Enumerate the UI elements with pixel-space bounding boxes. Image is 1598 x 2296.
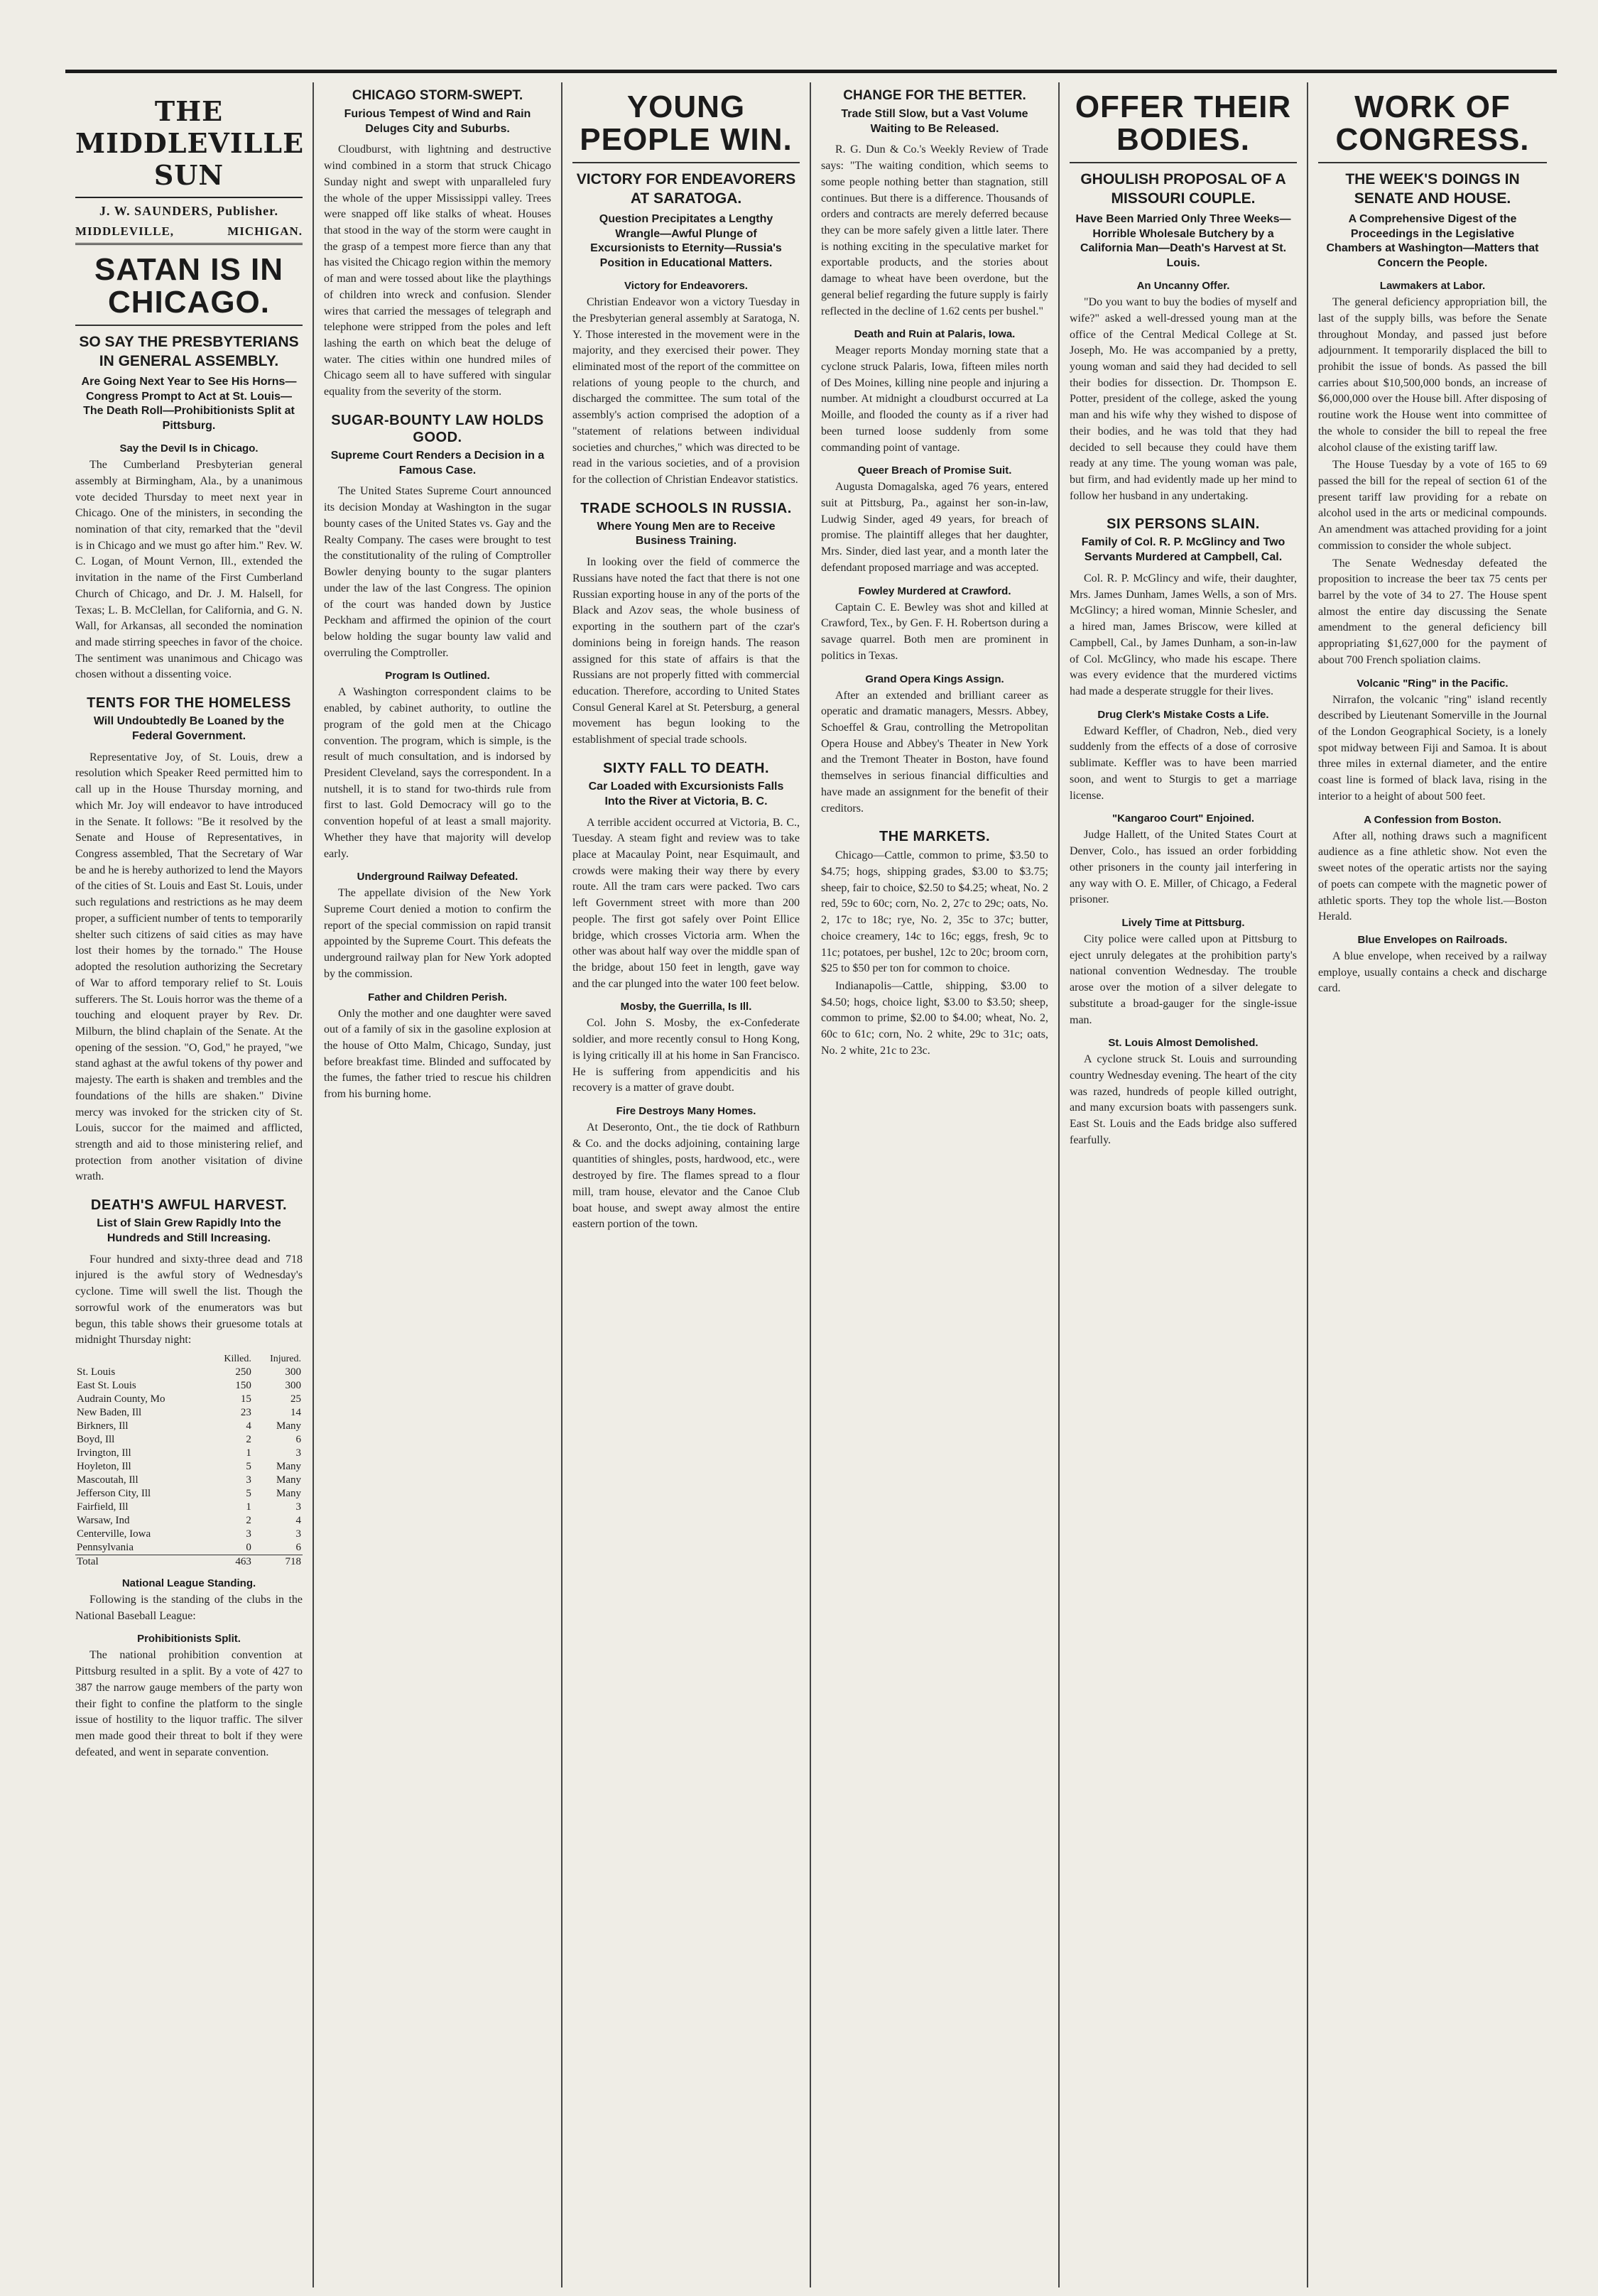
markets-headline: THE MARKETS. bbox=[879, 829, 990, 845]
table-row bbox=[75, 1474, 303, 1487]
deck: SO SAY THE PRESBYTERIANS IN GENERAL ASSEMBLY. bbox=[79, 334, 299, 369]
killed: 2 bbox=[246, 1434, 251, 1446]
article-text: Col. R. P. McGlincy and wife, their daughter, Mrs. James Dunham, James Wells, a son of Mrs. McGlincy; a hired woman, Minnie Schesler, and a hired man, James Briscow, were killed at Campbell, Cal., by James Dunham, a son-in-law of Col. McGlincy, who made his escape. There was every evidence that the murdered victims had made a desperate struggle for their lives. bbox=[1070, 572, 1297, 698]
deck: Supreme Court Renders a Decision in a Famous Case. bbox=[330, 449, 545, 477]
article-text: R. G. Dun & Co.'s Weekly Review of Trade says: "The waiting condition, which seems to some people nothing better than stagnation, still continues. But there is a difference. Thousands of orders and contracts are merely deferred because they can be more safely given a little later. There is nothing exciting in the speculative market for exportable products, and the stories about damage to wheat have been overdone, but the general belief regarding the future supply is fairly reflected in the decline of 1.62 cents per bushel." bbox=[821, 143, 1048, 317]
headline-offer-bodies: OFFER THEIR BODIES. bbox=[1070, 82, 1297, 163]
article-text: The House Tuesday by a vote of 165 to 69 passed the bill for the repeal of section 61 of the present tariff law providing for a rebate on alcohol used in the arts or medicinal compounds. An amendment was attached providing for a joint commission to consider the whole subject. bbox=[1318, 459, 1547, 552]
table-row bbox=[75, 1447, 303, 1460]
article-text: The United States Supreme Court announced its decision Monday at Washington in the sugar bounty cases of the United States vs. Gay and the Realty Company. The cases were brought to test the constitutionality of the ruling of Comptroller Bowler denying bounty to the sugar planters under the law of the last Congress. The opinion of the court was handed down by Justice Peckham and affirmed the opinion of the court below holding the sugar bounty law valid and overruling the Comptroller. bbox=[324, 485, 551, 659]
total-label: Total bbox=[75, 1555, 209, 1569]
killed: 15 bbox=[240, 1393, 251, 1405]
killed: 0 bbox=[246, 1542, 251, 1554]
table-row bbox=[75, 1366, 303, 1379]
table-header bbox=[75, 1353, 209, 1366]
headline-satan: SATAN IS IN CHICAGO. bbox=[75, 245, 303, 326]
article-text: Representative Joy, of St. Louis, drew a resolution which Speaker Reed permitted him to call up in the House Thursday morning, and which Mr. Joy will endeavor to have introduced in the Senate. It follows: "Be it resolved by the Senate and House of Representatives, in Congress assembled, That the Secretary of War be and he is hereby authorized to lend the Mayors of the cities of St. Louis and East St. Louis, under such regulations and restrictions as he may deem proper, a sufficient number of tents to temporarily shelter such citizens of said cities as may have lost their homes by the tornado." The House adopted the resolution authorizing the Secretary of War to afford temporary relief to St. Louis sufferers. The St. Louis horror was the theme of a touching and eloquent prayer by Rev. Dr. Milburn, the blind chaplain of the Senate. At the opening of the session. "O, God," he prayed, "we stand aghast at the awful tokens of thy power and majesty. The earth is shaken and trembles and the foundations of the hills are shaken." Divine mercy was invoked for the stricken city of St. Louis, succor for the maimed and afflicted, strength and aid to those ministering relief, and protection from another visitation of divine wrath. bbox=[75, 751, 303, 1183]
masthead bbox=[75, 82, 303, 245]
total-killed: 463 bbox=[209, 1555, 253, 1569]
table-row bbox=[75, 1528, 303, 1541]
subhead: Grand Opera Kings Assign. bbox=[865, 673, 1004, 685]
subhead: Volcanic "Ring" in the Pacific. bbox=[1357, 677, 1509, 690]
injured: Many bbox=[276, 1474, 301, 1486]
story-headline: SIXTY FALL TO DEATH. bbox=[602, 760, 770, 776]
killed: 5 bbox=[246, 1461, 251, 1473]
place: Boyd, Ill bbox=[77, 1434, 115, 1446]
killed: 23 bbox=[240, 1407, 251, 1419]
deck: THE WEEK'S DOINGS IN SENATE AND HOUSE. bbox=[1345, 171, 1520, 207]
subhead: Program Is Outlined. bbox=[385, 670, 490, 682]
article-text: In looking over the field of commerce the Russians have noted the fact that there is not one Russian exporting house in any of the ports of the Black and Azov seas, the whole business of exporting in the southern part of the czar's dominions being in foreign hands. The reason assigned for this state of affairs is that the Russians are not properly fitted with commercial education. Therefore, according to United States Consul General Karel at St. Petersburg, a general movement has begun looking to the establishment of special trade schools. bbox=[572, 556, 800, 746]
column-5 bbox=[1060, 82, 1308, 2287]
paper-name: THE MIDDLEVILLE SUN bbox=[75, 95, 303, 198]
column-4 bbox=[811, 82, 1060, 2287]
killed: 150 bbox=[235, 1380, 251, 1392]
place: Audrain County, Mo bbox=[77, 1393, 165, 1405]
table-header-row bbox=[75, 1353, 303, 1366]
deck: List of Slain Grew Rapidly Into the Hundreds and Still Increasing. bbox=[97, 1217, 281, 1244]
article-text: Edward Keffler, of Chadron, Neb., died very suddenly from the effects of a dose of corrosive sublimate. Keffler was to have been married soon, and went to Sturgis to get a marriage license. bbox=[1070, 724, 1297, 802]
injured: 25 bbox=[290, 1393, 301, 1405]
place: Fairfield, Ill bbox=[77, 1501, 129, 1513]
article-text: Captain C. E. Bewley was shot and killed at Crawford, Tex., by Gen. F. H. Robertson during a savage quarrel. Both men are prominent in politics in Texas. bbox=[821, 601, 1048, 662]
deck: Have Been Married Only Three Weeks—Horrible Wholesale Butchery by a California Man—Death's Harvest at St. Louis. bbox=[1075, 212, 1291, 270]
subhead: A Confession from Boston. bbox=[1364, 813, 1501, 826]
article-text: Four hundred and sixty-three dead and 718 injured is the awful story of Wednesday's cyclone. Time will swell the list. Though the sorrowful work of the enumerators was but begun, this table shows their gruesome totals at midnight Thursday night: bbox=[75, 1253, 303, 1346]
subhead: Father and Children Perish. bbox=[368, 991, 507, 1003]
table-row bbox=[75, 1379, 303, 1393]
place: Jefferson City, Ill bbox=[77, 1488, 151, 1500]
article-text: The Senate Wednesday defeated the proposition to increase the beer tax 75 cents per barrel by the vote of 34 to 27. The House spent almost the entire day discussing the Senate amendment to the general deficiency bill appropriating $1,627,000 for the payment of about 700 French spoliation claims. bbox=[1318, 557, 1547, 666]
table-row bbox=[75, 1460, 303, 1474]
injured: Many bbox=[276, 1420, 301, 1432]
article-text: After all, nothing draws such a magnificent audience as a fine athletic show. Not even the sweet notes of the operatic artists nor the saying of poets can compete with the magnetic power of athletic sports. They top the whole list.—Boston Herald. bbox=[1318, 829, 1547, 923]
state: MICHIGAN. bbox=[227, 224, 303, 238]
deck: A Comprehensive Digest of the Proceedings in the Legislative Chambers at Washington—Matters that Concern the People. bbox=[1326, 212, 1539, 270]
table-row bbox=[75, 1487, 303, 1501]
killed: 3 bbox=[246, 1528, 251, 1540]
story-headline: TRADE SCHOOLS IN RUSSIA. bbox=[580, 500, 792, 516]
place: Pennsylvania bbox=[77, 1542, 134, 1554]
article-text: A terrible accident occurred at Victoria, B. C., Tuesday. A steam fight and review was to take place at Macaulay Point, near Esquimault, and crowds were making their way there by every route. All the tram cars were packed. Two cars left Government street with more than 200 people. The first got safely over Point Ellice bridge, which crosses Victoria arm. When the other was about half way over the middle span of the bridge, about 150 feet in length, gave way and the car plunged into the water 100 feet below. bbox=[572, 816, 800, 990]
injured: Many bbox=[276, 1461, 301, 1473]
deck: Will Undoubtedly Be Loaned by the Federal Government. bbox=[93, 715, 285, 742]
article-text: Nirrafon, the volcanic "ring" island recently described by Lieutenant Somerville in the Journal of the London Geographical Society, is a lonely spot midway between Fiji and Samoa. It is about three miles in external diameter, and the entire coast line is formed of black lava, rising in the interior to a height of about 500 feet. bbox=[1318, 693, 1547, 802]
subhead: Fire Destroys Many Homes. bbox=[616, 1105, 756, 1117]
place: Centerville, Iowa bbox=[77, 1528, 151, 1540]
table-total-row bbox=[75, 1555, 303, 1569]
table-row bbox=[75, 1501, 303, 1514]
table-row bbox=[75, 1406, 303, 1420]
article-text: Only the mother and one daughter were saved out of a family of six in the gasoline explosion at the house of Otto Malm, Chicago, Sunday, just before breakfast time. Blinded and suffocated by the fumes, the father tried to rescue his children from his burning home. bbox=[324, 1007, 551, 1101]
table-row bbox=[75, 1393, 303, 1406]
injured: 3 bbox=[295, 1501, 301, 1513]
place: Irvington, Ill bbox=[77, 1447, 131, 1459]
subhead: Death and Ruin at Palaris, Iowa. bbox=[854, 328, 1016, 341]
column-1 bbox=[65, 82, 314, 2287]
injured: 14 bbox=[290, 1407, 301, 1419]
article-text: The general deficiency appropriation bill, the last of the supply bills, was before the Senate throughout Monday, and passed just before adjournment. It temporarily displaced the bill to prohibit the issue of bonds. As passed the bill carries about $10,500,000 bonds, an increase of $6,000,000 over the House bill. After disposing of routine work the House went into committee of the whole to consider the bill to repeal the free alcohol clause of the existing tariff law. bbox=[1318, 296, 1547, 454]
column-2 bbox=[314, 82, 562, 2287]
story-headline: CHICAGO STORM-SWEPT. bbox=[352, 88, 523, 103]
injured: 4 bbox=[295, 1515, 301, 1527]
injured: 300 bbox=[285, 1366, 301, 1378]
top-rule bbox=[65, 70, 1557, 73]
dateline bbox=[75, 224, 303, 245]
headline-congress: WORK OF CONGRESS. bbox=[1318, 82, 1547, 163]
publisher-line: J. W. SAUNDERS, Publisher. bbox=[99, 204, 278, 218]
table-row bbox=[75, 1420, 303, 1433]
table-row bbox=[75, 1541, 303, 1555]
killed: 1 bbox=[246, 1501, 251, 1513]
killed: 2 bbox=[246, 1515, 251, 1527]
deck: Family of Col. R. P. McGlincy and Two Servants Murdered at Campbell, Cal. bbox=[1081, 536, 1286, 564]
killed: 5 bbox=[246, 1488, 251, 1500]
place: New Baden, Ill bbox=[77, 1407, 142, 1419]
table-row bbox=[75, 1433, 303, 1447]
article-text: City police were called upon at Pittsburg to eject unruly delegates at the prohibition party's national convention Wednesday. The trouble arose over the motion of a silver delegate to substitute a broad-gauger for the single-issue man. bbox=[1070, 932, 1297, 1026]
article-text: A cyclone struck St. Louis and surrounding country Wednesday evening. The heart of the city was razed, hundreds of people killed outright, and many excursion boats with passengers sunk. East St. Louis and the Eads bridge also suffered fearfully. bbox=[1070, 1053, 1297, 1146]
table-header: Killed. bbox=[224, 1354, 251, 1365]
story-headline: SUGAR-BOUNTY LAW HOLDS GOOD. bbox=[331, 412, 544, 445]
columns bbox=[65, 82, 1557, 2287]
story-headline: SIX PERSONS SLAIN. bbox=[1107, 516, 1260, 533]
injured: 3 bbox=[295, 1447, 301, 1459]
deck: Question Precipitates a Lengthy Wrangle—Awful Plunge of Excursionists to Eternity—Russia's Position in Educational Matters. bbox=[590, 212, 782, 270]
subhead: "Kangaroo Court" Enjoined. bbox=[1111, 812, 1255, 825]
subhead: Prohibitionists Split. bbox=[137, 1633, 241, 1645]
deck: GHOULISH PROPOSAL OF A MISSOURI COUPLE. bbox=[1080, 171, 1286, 207]
deck: Furious Tempest of Wind and Rain Deluges City and Suburbs. bbox=[344, 107, 531, 135]
killed: 1 bbox=[246, 1447, 251, 1459]
injured: 6 bbox=[295, 1434, 301, 1446]
headline-young-people: YOUNG PEOPLE WIN. bbox=[572, 82, 800, 163]
article-text: Judge Hallett, of the United States Court at Denver, Colo., has issued an order forbidding other prisoners in the county jail interfering in any way with O. E. Miller, of Chicago, a Federal prisoner. bbox=[1070, 829, 1297, 906]
subhead: Mosby, the Guerrilla, Is Ill. bbox=[620, 1001, 752, 1013]
subhead: Lawmakers at Labor. bbox=[1379, 280, 1486, 293]
article-text: Christian Endeavor won a victory Tuesday in the Presbyterian general assembly at Saratoga, N. Y. Those interested in the movement were in the majority, and they exercised their power. They eliminated most of the report of the committee on relations of young people to the church, and discharged the committee. The sum total of the assembly's action comprised the adoption of a "statement of relations between individual societies and churches," which was directed to be read in the various societies, and of a provision for the collection of Christian Endeavor statistics. bbox=[572, 296, 800, 486]
town: MIDDLEVILLE, bbox=[75, 224, 175, 238]
story-headline: TENTS FOR THE HOMELESS bbox=[87, 695, 291, 712]
place: East St. Louis bbox=[77, 1380, 136, 1392]
article-text: "Do you want to buy the bodies of myself and wife?" asked a well-dressed young man at the office of the Central Medical College at St. Joseph, Mo. He was accompanied by a pretty, young woman and said they had decided to sell their bodies for dissection. Dr. Thompson E. Potter, president of the college, asked the young man and his wife why they wished to dispose of their bodies, and he was told that they had decided to sell because they could have them ready at any time. The young woman was pale, but firm, and had evidently made up her mind to follow her husband in any undertaking. bbox=[1070, 296, 1297, 502]
subhead: Fowley Murdered at Crawford. bbox=[858, 584, 1011, 597]
column-6 bbox=[1308, 82, 1557, 2287]
place: Hoyleton, Ill bbox=[77, 1461, 131, 1473]
place: Warsaw, Ind bbox=[77, 1515, 130, 1527]
deck: VICTORY FOR ENDEAVORERS AT SARATOGA. bbox=[576, 171, 796, 207]
killed: 4 bbox=[246, 1420, 251, 1432]
subhead: Victory for Endeavorers. bbox=[624, 280, 748, 293]
article-text: Meager reports Monday morning state that a cyclone struck Palaris, Iowa, fifteen miles north of Des Moines, killing nine people and injuring a number. At midnight a cloudburst occurred at La Moille, and flooded the county as if a river had been turned loose suddenly from some commanding point of vantage. bbox=[821, 344, 1048, 454]
total-injured: 718 bbox=[253, 1555, 303, 1569]
market-report: Indianapolis—Cattle, shipping, $3.00 to $4.50; hogs, choice light, $3.00 to $3.50; sheep, common to prime, $2.00 to $4.00; wheat, No. 2, 60c to 61c; corn, No. 2 white, 29c to 31c; oats, No. 2 white, 21c to 23c. bbox=[821, 980, 1048, 1057]
article-text: After an extended and brilliant career as operatic and dramatic managers, Messrs. Abbey, Schoeffel & Grau, controlling the Metropolitan Opera House and Abbey's Theater in New York and the Tremont Theater in Boston, have found themselves in serious financial difficulties and have made an assignment for the benefit of their creditors. bbox=[821, 689, 1048, 815]
article-text: At Deseronto, Ont., the tie dock of Rathburn & Co. and the docks adjoining, containing large quantities of shingles, posts, hardwood, etc., were destroyed by fire. The flames spread to a flour mill, tram house, elevator and the Canoe Club boat house, and swept away almost the entire eastern portion of the town. bbox=[572, 1121, 800, 1231]
deck: Where Young Men are to Receive Business Training. bbox=[597, 520, 776, 548]
article-text: A blue envelope, when received by a railway employe, usually contains a check and discharge card. bbox=[1318, 950, 1547, 995]
subhead: St. Louis Almost Demolished. bbox=[1108, 1037, 1259, 1050]
deck: Are Going Next Year to See His Horns—Congress Prompt to Act at St. Louis—The Death Roll—Prohibitionists Split at Pittsburg. bbox=[81, 375, 297, 432]
killed: 3 bbox=[246, 1474, 251, 1486]
table-header: Injured. bbox=[270, 1354, 301, 1365]
article-text: Col. John S. Mosby, the ex-Confederate soldier, and more recently consul to Hong Kong, is lying critically ill at his home in San Francisco. He is suffering from appendicitis and his recovery is a matter of grave doubt. bbox=[572, 1017, 800, 1094]
article-text: The appellate division of the New York Supreme Court denied a motion to confirm the report of the special commission on rapid transit appointed by the Supreme Court. This defeats the underground railway plan for New York adopted by the commission. bbox=[324, 887, 551, 980]
killed: 250 bbox=[235, 1366, 251, 1378]
deck: Trade Still Slow, but a Vast Volume Waiting to Be Released. bbox=[841, 107, 1028, 135]
market-report: Chicago—Cattle, common to prime, $3.50 to $4.75; hogs, shipping grades, $3.00 to $3.75; sheep, fair to choice, $2.50 to $4.25; wheat, No. 2 red, 59c to 60c; corn, No. 2, 27c to 29c; oats, No. 2, 17c to 18c; rye, No. 2, 35c to 37c; butter, choice creamery, 14c to 16c; eggs, fresh, 9c to 11c; potatoes, per bushel, 12c to 20c; broom corn, $25 to $50 per ton for common to choice. bbox=[821, 849, 1048, 975]
subhead: Drug Clerk's Mistake Costs a Life. bbox=[1097, 708, 1269, 721]
injured: Many bbox=[276, 1488, 301, 1500]
article-text: The national prohibition convention at Pittsburg resulted in a split. By a vote of 427 to 387 the narrow gauge members of the party won their fight to confine the platform to the single issue of hostility to the liquor traffic. The silver men made good their threat to bolt if they were defeated, and went in separate convention. bbox=[75, 1649, 303, 1758]
column-3 bbox=[562, 82, 811, 2287]
subhead: National League Standing. bbox=[121, 1577, 256, 1590]
article-text: The Cumberland Presbyterian general assembly at Birmingham, Ala., by a unanimous vote decided Thursday to meet next year in Chicago. One of the ministers, in seconding the nomination of that city, remarked that the "devil is in Chicago and we must go after him." Rev. W. C. Logan, of Mount Vernon, Ill., extended the invitation in the name of the First Cumberland Church of Chicago, and Dr. J. M. Halsell, for Texas; L. B. McClellan, for California, and G. N. Wall, for Arkansas, all seconded the nomination and made stirring speeches in favor of the choice. The sentiment was unanimous and Chicago was chosen without a dissenting voice. bbox=[75, 459, 303, 681]
subhead: Queer Breach of Promise Suit. bbox=[857, 464, 1012, 477]
article-text: A Washington correspondent claims to be enabled, by cabinet authority, to outline the program of the gold men at the Chicago convention. The program, which is simple, is the result of much consultation, and is indorsed by President Cleveland, says the correspondent. In a nutshell, it is to stand for two-thirds rule from first to last. Gold Democracy will go to the convention hopeful of at least a small majority. Whether they have that majority will develop early. bbox=[324, 686, 551, 860]
subhead: Lively Time at Pittsburg. bbox=[1121, 916, 1245, 929]
deck: Car Loaded with Excursionists Falls Into the River at Victoria, B. C. bbox=[588, 780, 784, 807]
injured: 6 bbox=[295, 1542, 301, 1554]
subhead: Blue Envelopes on Railroads. bbox=[1357, 933, 1508, 946]
subhead: Say the Devil Is in Chicago. bbox=[119, 442, 259, 455]
article-text: Following is the standing of the clubs in the National Baseball League: bbox=[75, 1594, 303, 1622]
injured: 300 bbox=[285, 1380, 301, 1392]
article-text: Augusta Domagalska, aged 76 years, entered suit at Pittsburg, Pa., against her son-in-law, Ludwig Sinder, aged 49 years, for breach of promise. The plaintiff alleges that her daughter, Mrs. Sinder, died last year, and a month later the defendant proposed marriage and was accepted. bbox=[821, 481, 1048, 574]
injured: 3 bbox=[295, 1528, 301, 1540]
place: Mascoutah, Ill bbox=[77, 1474, 138, 1486]
story-headline: CHANGE FOR THE BETTER. bbox=[843, 88, 1026, 103]
story-headline: DEATH'S AWFUL HARVEST. bbox=[90, 1197, 288, 1214]
place: Birkners, Ill bbox=[77, 1420, 129, 1432]
subhead: Underground Railway Defeated. bbox=[357, 871, 518, 883]
subhead: An Uncanny Offer. bbox=[1136, 280, 1230, 293]
article-text: Cloudburst, with lightning and destructive wind combined in a storm that struck Chicago Sunday night and swept with unparalleled fury the whole of the upper Mississippi valley. Trees were snapped off like stalks of wheat. Houses that stood in the way of the storm were caught in the grasp of a tempest more fierce than any that has visited the Chicago region within the memory of man and were tossed about like the playthings of children into wreck and confusion. Slender wires that carried the messages of telegraph and telephone were stripped from the poles and left lashing the earth on which beat the deluge of water. The cities within one hundred miles of Chicago seem all to have suffered with singular equality from the severity of the storm. bbox=[324, 143, 551, 398]
table-row bbox=[75, 1514, 303, 1528]
casualty-table bbox=[75, 1353, 303, 1569]
place: St. Louis bbox=[77, 1366, 116, 1378]
